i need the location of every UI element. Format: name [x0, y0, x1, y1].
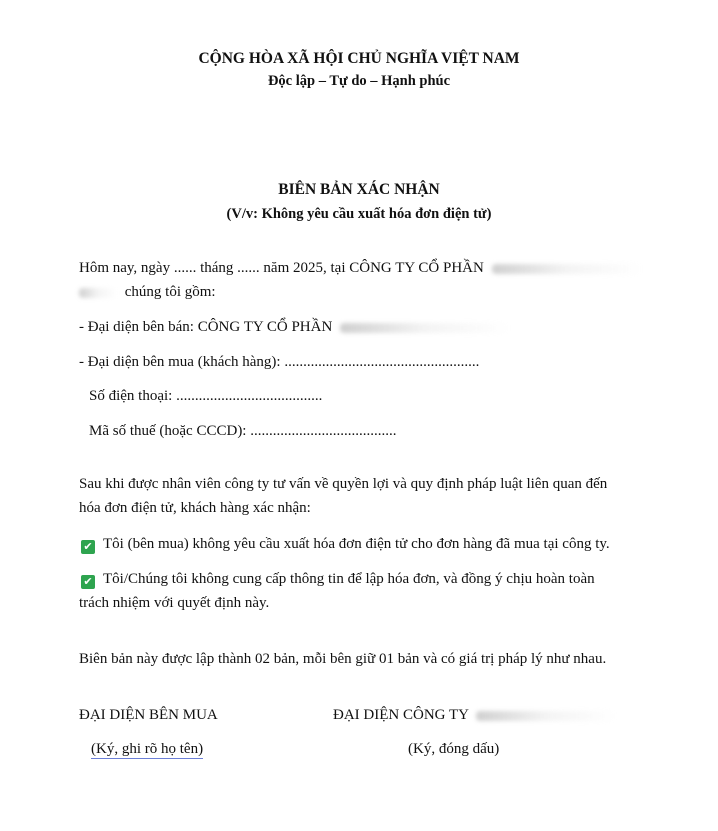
- seller-line: [79, 318, 510, 336]
- closing-statement: Biên bản này được lập thành 02 bản, mỗi bên giữ 01 bản và có giá trị pháp lý như nhau.: [79, 651, 607, 667]
- intro-continuation: chúng tôi gồm:: [124, 284, 216, 300]
- phone-line: Số điện thoại: .......................................: [89, 388, 323, 404]
- document-subject: (V/v: Không yêu cầu xuất hóa đơn điện tử): [226, 206, 492, 222]
- intro-line-2: [79, 283, 216, 301]
- redacted-seller-name: [340, 323, 510, 333]
- confirm-text-2-cont: trách nhiệm với quyết định này.: [79, 595, 270, 611]
- buyer-signature-title: ĐẠI DIỆN BÊN MUA: [79, 707, 218, 723]
- redacted-company-name: [492, 264, 642, 274]
- check-mark-icon: ✔: [81, 540, 95, 554]
- company-signature-title: [333, 706, 616, 724]
- confirm-text-2: Tôi/Chúng tôi không cung cấp thông tin để lập hóa đơn, và đồng ý chịu hoàn toàn: [103, 571, 595, 587]
- check-mark-icon: ✔: [81, 575, 95, 589]
- confirm-item-2: [81, 570, 595, 589]
- buyer-line: - Đại diện bên mua (khách hàng): ....................................................: [79, 354, 480, 370]
- buyer-signature-note: [91, 740, 203, 758]
- document-title: BIÊN BẢN XÁC NHẬN: [278, 181, 440, 198]
- buyer-note-text: (Ký, ghi rõ họ tên): [91, 741, 204, 757]
- national-title: CỘNG HÒA XÃ HỘI CHỦ NGHĨA VIỆT NAM: [198, 50, 520, 67]
- confirm-item-1: [81, 535, 610, 554]
- redacted-text: [79, 288, 117, 298]
- statement-line-2: hóa đơn điện tử, khách hàng xác nhận:: [79, 500, 311, 516]
- intro-text: Hôm nay, ngày ...... tháng ...... năm 2025, tại CÔNG TY CỔ PHẦN: [79, 260, 484, 276]
- confirm-text-1: Tôi (bên mua) không yêu cầu xuất hóa đơn điện tử cho đơn hàng đã mua tại công ty.: [103, 536, 610, 552]
- statement-line-1: Sau khi được nhân viên công ty tư vấn về quyền lợi và quy định pháp luật liên quan đến: [79, 476, 608, 492]
- intro-line-1: [79, 259, 642, 277]
- national-motto: Độc lập – Tự do – Hạnh phúc: [267, 73, 451, 89]
- tax-id-line: Mã số thuế (hoặc CCCD): .......................................: [89, 423, 397, 439]
- seller-label: - Đại diện bên bán: CÔNG TY CỔ PHẦN: [79, 319, 333, 335]
- company-signature-note: (Ký, đóng dấu): [408, 741, 500, 757]
- company-title-text: ĐẠI DIỆN CÔNG TY: [333, 707, 469, 723]
- redacted-company-signature-name: [476, 711, 616, 721]
